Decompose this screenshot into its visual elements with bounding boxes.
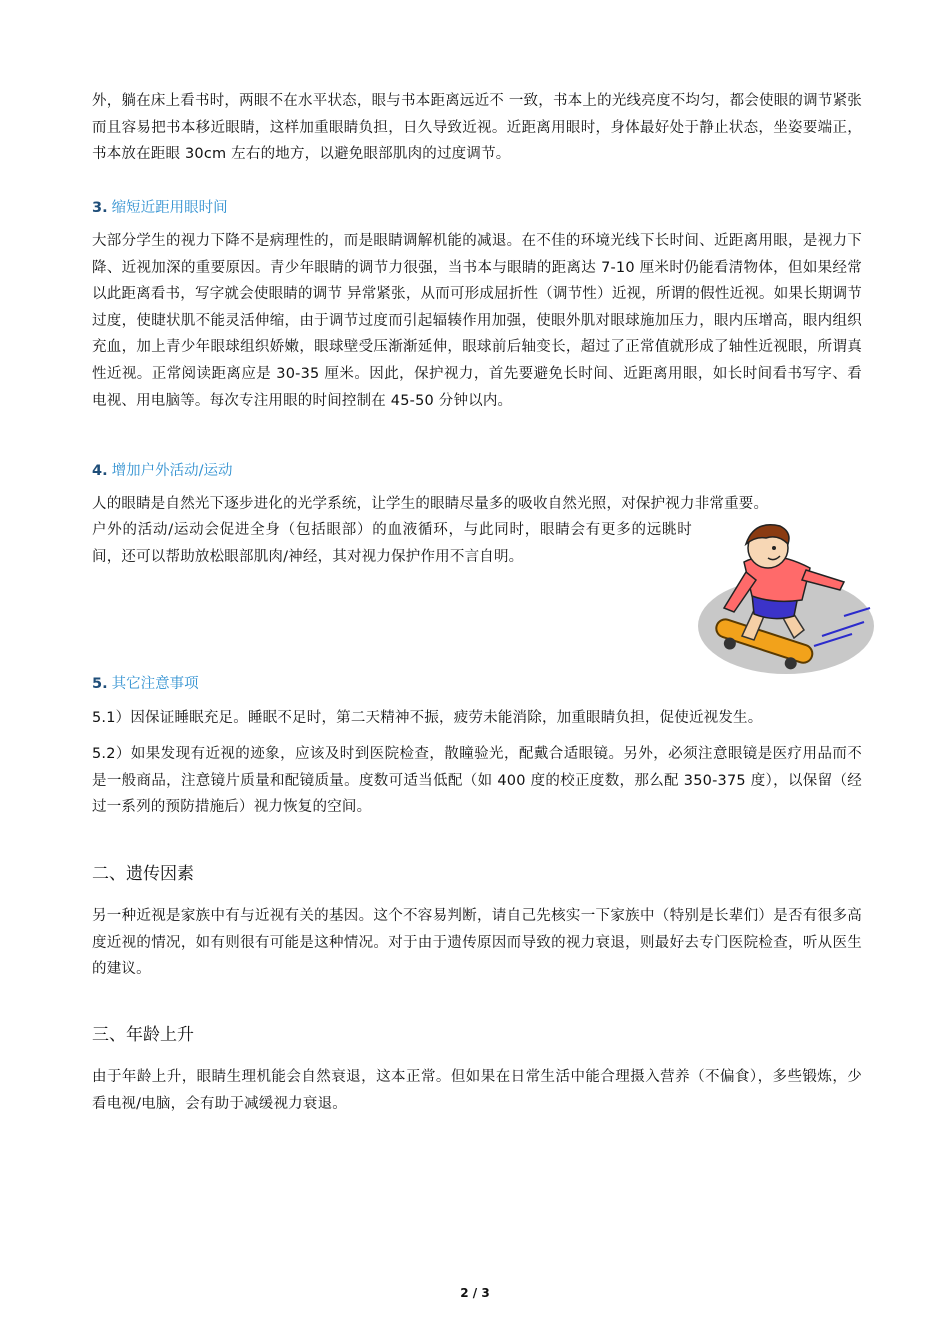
eye <box>772 546 776 550</box>
section-3-body: 大部分学生的视力下降不是病理性的，而是眼睛调解机能的减退。在不佳的环境光线下长时间、近距离用眼，是视力下降、近视加深的重要原因。青少年眼睛的调节力很强，当书本与眼睛的距离达 7-10 厘米时仍能看清物体，但如果经常以此距离看书，写字就会使眼睛的调节 异常紧张，从而可形成屈折性（调节性）近视，所谓的假性近视。如果长期调节过度，使睫状肌不能灵活伸缩，由于调节过度而引起辐辏作用加强，使眼外肌对眼球施加压力，眼内压增高，眼内组织充血，加上青少年眼球组织娇嫩，眼球壁受压渐渐延伸，眼球前后轴变长，超过了正常值就形成了轴性近视眼，所谓真性近视。正常阅读距离应是 30-35 厘米。因此，保护视力，首先要避免长时间、近距离用眼，如长时间看书写字、看电视、用电脑等。每次专注用眼的时间控制在 45-50 分钟以内。 <box>92 233 862 409</box>
part-2-body: 另一种近视是家族中有与近视有关的基因。这个不容易判断，请自己先核实一下家族中（特别是长辈们）是否有很多高度近视的情况，如有则很有可能是这种情况。对于由于遗传原因而导致的视力衰退，则最好去专门医院检查，听从医生的建议。 <box>92 908 862 978</box>
section-3-title: 缩短近距用眼时间 <box>111 200 228 216</box>
page-number: 2 / 3 <box>460 1286 490 1300</box>
section-4-body-line1: 人的眼睛是自然光下逐步进化的光学系统，让学生的眼睛尽量多的吸收自然光照，对保护视力非常重要。 <box>92 496 769 512</box>
part-3-body: 由于年龄上升，眼睛生理机能会自然衰退，这本正常。但如果在日常生活中能合理摄入营养（不偏食），多些锻炼，少看电视/电脑，会有助于减缓视力衰退。 <box>92 1069 862 1112</box>
section-5-title: 其它注意事项 <box>111 676 199 692</box>
section-4-heading <box>92 459 233 483</box>
section-5-item-1: 5.1）因保证睡眠充足。睡眠不足时，第二天精神不振，疲劳未能消除，加重眼睛负担，促使近视发生。 <box>92 710 763 726</box>
section-5-number: 5. <box>92 676 108 692</box>
section-4-body-rest: 户外的活动/运动会促进全身（包括眼部）的血液循环，与此同时，眼睛会有更多的远眺时间，还可以帮助放松眼部肌肉/神经，其对视力保护作用不言自明。 <box>92 522 692 565</box>
skateboard-boy-illustration <box>694 518 874 676</box>
section-5-heading <box>92 672 199 696</box>
intro-paragraph: 外，躺在床上看书时，两眼不在水平状态，眼与书本距离远近不 一致，书本上的光线亮度不均匀，都会使眼的调节紧张而且容易把书本移近眼睛，这样加重眼睛负担，日久导致近视。近距离用眼时，身体最好处于静止状态，坐姿要端正，书本放在距眼 30cm 左右的地方，以避免眼部肌肉的过度调节。 <box>92 93 862 163</box>
section-3-number: 3. <box>92 200 108 216</box>
section-4-number: 4. <box>92 463 108 479</box>
section-3-heading <box>92 196 228 220</box>
section-5-item-2: 5.2）如果发现有近视的迹象，应该及时到医院检查，散瞳验光，配戴合适眼镜。另外，必须注意眼镜是医疗用品而不是一般商品，注意镜片质量和配镜质量。度数可适当低配（如 400 度的校正度数，那么配 350-375 度），以保留（经过一系列的预防措施后）视力恢复的空间。 <box>92 746 862 816</box>
section-4-title: 增加户外活动/运动 <box>111 463 233 479</box>
part-3-heading: 三、年龄上升 <box>92 1025 194 1045</box>
part-2-heading: 二、遗传因素 <box>92 864 194 884</box>
